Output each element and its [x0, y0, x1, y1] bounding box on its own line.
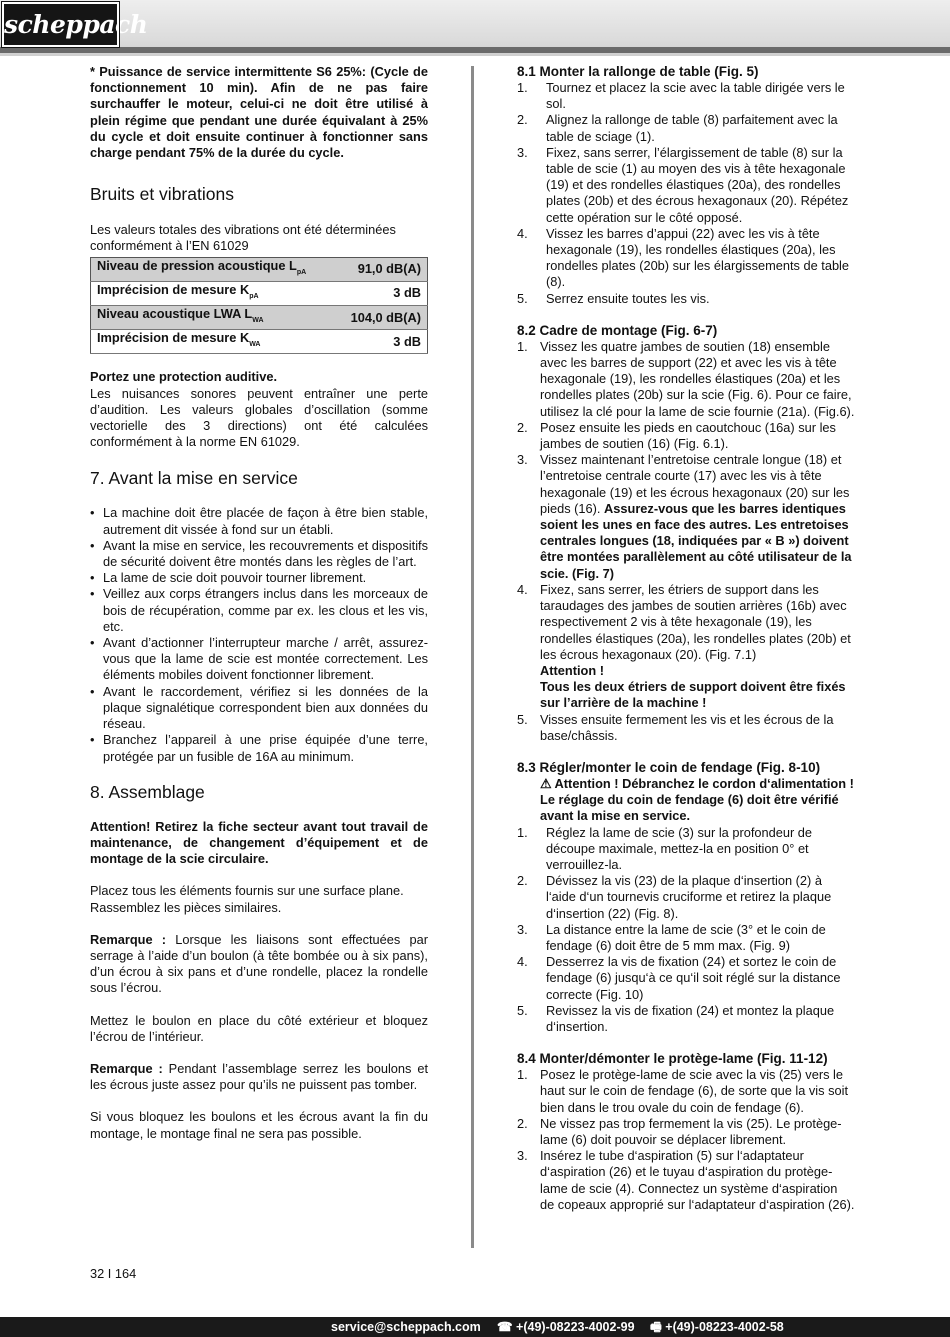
list-item: 1. Vissez les quatre jambes de soutien (18) ensemble avec les barres de support (22) et avec les vis à tête hexagonale (19), les rondelles élastiques (20a) et les rondelles plates (20b) sur la scie (Fig. 6). Pour ce faire, utilisez la clé pour la lame de scie fournie (21a). (Fig.6). [517, 338, 855, 419]
row-subscript: pA [296, 268, 307, 276]
list-item: 3. Vissez maintenant l’entretoise centrale longue (18) et l’entretoise centrale courte (17) avec les vis à tête hexagonale (19) et les écrous hexagonaux (20) sur les pieds (16). Assurez-vous que les barres identiques soient les unes en face des autres. Les entretoises centrales longues (18, indiquées par « B ») doivent être montées parallèlement au côté utilisateur de la scie. (Fig. 7) [517, 452, 852, 581]
row-value: 104,0 dB(A) [336, 306, 428, 330]
bullet-icon: • [90, 537, 95, 553]
disconnect-warning: ⚠ Attention ! Débranchez le cordon d‘alimentation ! [540, 775, 854, 791]
list-item: 1. Réglez la lame de scie (3) sur la profondeur de découpe maximale, mettez-la en position 0° et verrouillez-la. [517, 824, 813, 872]
fax-number: 🖷 +(49)-08223-4002-58 [650, 1320, 784, 1334]
service-email-link[interactable]: service@scheppach.com [331, 1320, 481, 1334]
list-item: 1. Tournez et placez la scie avec la table dirigée vers le sol. [517, 80, 845, 112]
heading-8-1: 8.1 Monter la rallonge de table (Fig. 5) [517, 64, 759, 79]
steps-8-3 [517, 825, 855, 1036]
page-header [0, 0, 950, 56]
header-divider [0, 47, 950, 53]
list-item: 4. Vissez les barres d’appui (22) avec les vis à tête hexagonale (19), les rondelles élastiques (20a), les rondelles plates (20b) sur les élargissements de table (8). [517, 225, 850, 290]
list-item: 4. Desserrez la vis de fixation (24) et sortez le coin de fendage (6) jusqu‘à ce qu‘il soit réglé sur la distance correcte (Fig. 10) [517, 954, 841, 1002]
assembly-bolt-text: Mettez le boulon en place du côté extérieur et bloquez l’écrou de l’intérieur. [90, 1012, 428, 1044]
list-item: 5. Serrez ensuite toutes les vis. [517, 290, 710, 306]
remark-1: Remarque : Lorsque les liaisons sont effectuées par serrage à l’aide d’un boulon (à tête bombée ou à six pans), d’un écrou à six pans et d’une rondelle, placez la rondelle sous l’écrou. [90, 931, 428, 996]
list-item: • Branchez l’appareil à une prise équipée d’une terre, protégée par un fusible de 16A au minimum. [90, 732, 428, 764]
row-subscript: pA [249, 292, 259, 300]
table-row [91, 306, 428, 330]
hearing-protection-text: Les nuisances sonores peuvent entraîner une perte d’audition. Les valeurs globales d’oscillation (somme vectorielle des 3 directions) ont été calculées conformément à la norme EN 61029. [90, 385, 428, 450]
row-subscript: WA [252, 317, 264, 325]
list-item: 2. Alignez la rallonge de table (8) parfaitement avec la table de sciage (1). [517, 112, 838, 144]
vibration-intro: Les valeurs totales des vibrations ont été déterminées conformément à l’EN 61029 [90, 222, 396, 254]
steps-8-2 [517, 339, 855, 744]
list-item: • Avant d’actionner l’interrupteur marche / arrêt, assurez-vous que la lame de scie est montée correctement. Les éléments mobiles doivent fonctionner librement. [90, 635, 428, 683]
list-item: 4. Fixez, sans serrer, les étriers de support dans les taraudages des jambes de soutien arrières (16b) avec respectivement 2 vis à tête hexagonale (19), les rondelles élastiques (20a), les rondelles plates (20b) et les écrous hexagonaux (20). (Fig. 7.1) Attention ! Tous les deux étriers de support doivent être fixés sur l’arrière de la machine ! [517, 581, 851, 711]
duty-cycle-note: * Puissance de service intermittente S6 25%: (Cycle de fonctionnement 10 min). Afin de ne pas faire surchauffer le moteur, celui-ci ne doit être utilisé à plein régime que pendant une durée équivalant à 25% du cycle et doit ensuite continuer à fonctionner sans charge pendant 75% de la durée du cycle. [90, 64, 428, 161]
list-item: • La machine doit être placée de façon à être bien stable, autrement dit vissée à fond sur un établi. [90, 505, 428, 537]
assembly-place-parts: Placez tous les éléments fournis sur une surface plane. Rassemblez les pièces similaires. [90, 883, 404, 915]
bullet-icon: • [90, 586, 95, 602]
row-subscript: WA [249, 341, 261, 349]
bullet-icon: • [90, 570, 95, 586]
bullet-icon: • [90, 505, 95, 521]
row-label: Imprécision de mesure K [97, 281, 250, 297]
column-divider [471, 66, 474, 1248]
hearing-protection-heading: Portez une protection auditive. [90, 369, 277, 385]
list-item: 2. Dévissez la vis (23) de la plaque d‘insertion (2) à l‘aide d‘un tournevis cruciforme et retirez la plaque d‘insertion (22) (Fig. 8). [517, 873, 832, 921]
bullet-icon: • [90, 732, 95, 748]
riving-knife-note: Le réglage du coin de fendage (6) doit être vérifié avant la mise en service. [540, 792, 839, 824]
heading-8-3: 8.3 Régler/monter le coin de fendage (Fig. 8-10) [517, 759, 821, 775]
heading-assemblage: 8. Assemblage [90, 781, 205, 802]
remark-label: Remarque : [90, 931, 167, 947]
list-item: 1. Posez le protège-lame de scie avec la vis (25) vers le haut sur le coin de fendage (6), de sorte que la vis soit bien dans le trou ovale du coin de fendage (6). [517, 1067, 849, 1115]
heading-8-4: 8.4 Monter/démonter le protège-lame (Fig. 11-12) [517, 1051, 828, 1067]
table-row [91, 281, 428, 305]
bullet-icon: • [90, 683, 95, 699]
steps-8-1 [517, 80, 855, 307]
list-item: 3. La distance entre la lame de scie (3° et le coin de fendage (6) doit être de 5 mm max. (Fig. 9) [517, 921, 826, 953]
remark-2: Remarque : Pendant l’assemblage serrez les boulons et les écrous juste assez pour qu’ils ne puissent pas tomber. [90, 1060, 429, 1093]
row-label: Niveau de pression acoustique L [97, 257, 297, 273]
list-item: 2. Posez ensuite les pieds en caoutchouc (16a) sur les jambes de soutien (16) (Fig. 6.1). [517, 419, 836, 452]
list-item: 3. Fixez, sans serrer, l’élargissement de table (8) sur la table de scie (1) au moyen des vis à tête hexagonale (19) et des rondelles élastiques (20a), des rondelles plates (20b) et des écrous hexagonaux (20). Répétez cette opération sur le côté opposé. [517, 144, 849, 225]
list-item: 2. Ne vissez pas trop fermement la vis (25). Le protège-lame (6) doit pouvoir se déplacer librement. [517, 1115, 842, 1147]
left-column [90, 64, 428, 1142]
phone-number: ☎ +(49)-08223-4002-99 [497, 1320, 635, 1334]
list-item: • Veillez aux corps étrangers inclus dans les morceaux de bois de récupération, comme par ex. les clous et les vis, etc. [90, 586, 428, 634]
right-column [517, 64, 855, 1213]
list-item: 5. Revissez la vis de fixation (24) et montez la plaque d‘insertion. [517, 1002, 835, 1034]
row-value: 91,0 dB(A) [336, 257, 428, 281]
heading-bruits-vibrations: Bruits et vibrations [90, 184, 234, 205]
table-row [91, 257, 428, 281]
list-item: • La lame de scie doit pouvoir tourner librement. [90, 570, 367, 586]
contact-footer [0, 1317, 950, 1337]
noise-values-table [90, 257, 428, 355]
scheppach-logo: scheppach [2, 2, 119, 47]
assembly-warning: Attention! Retirez la fiche secteur avant tout travail de maintenance, de changement d’équipement et de montage de la scie circulaire. [90, 818, 428, 867]
heading-8-2: 8.2 Cadre de montage (Fig. 6-7) [517, 322, 718, 338]
list-item: • Avant le raccordement, vérifiez si les données de la plaque signalétique correspondent bien aux données du réseau. [90, 683, 428, 732]
table-row [91, 330, 428, 354]
bullet-icon: • [90, 635, 95, 651]
list-item: 5. Visses ensuite fermement les vis et les écrous de la base/châssis. [517, 711, 834, 743]
row-label: Niveau acoustique LWA L [97, 306, 253, 322]
row-value: 3 dB [336, 330, 428, 354]
heading-avant-mise-en-service: 7. Avant la mise en service [90, 468, 298, 489]
page-number: 32 I 164 [90, 1266, 137, 1281]
row-label: Imprécision de mesure K [97, 330, 250, 346]
steps-8-4 [517, 1067, 855, 1213]
remark-label: Remarque : [90, 1060, 163, 1076]
row-value: 3 dB [336, 281, 428, 305]
assembly-final-text: Si vous bloquez les boulons et les écrous avant la fin du montage, le montage final ne sera pas possible. [90, 1109, 428, 1141]
list-item: • Avant la mise en service, les recouvrements et dispositifs de sécurité doivent être montés dans les règles de l’art. [90, 537, 428, 570]
list-item: 3. Insérez le tube d‘aspiration (5) sur l‘adaptateur d‘aspiration (26) et le tuyau d‘aspiration du protège-lame de scie (4). Connectez un système d‘aspiration de copeaux approprié sur l‘adaptateur d‘aspiration (26). [517, 1148, 855, 1212]
prestart-checklist [90, 505, 428, 764]
